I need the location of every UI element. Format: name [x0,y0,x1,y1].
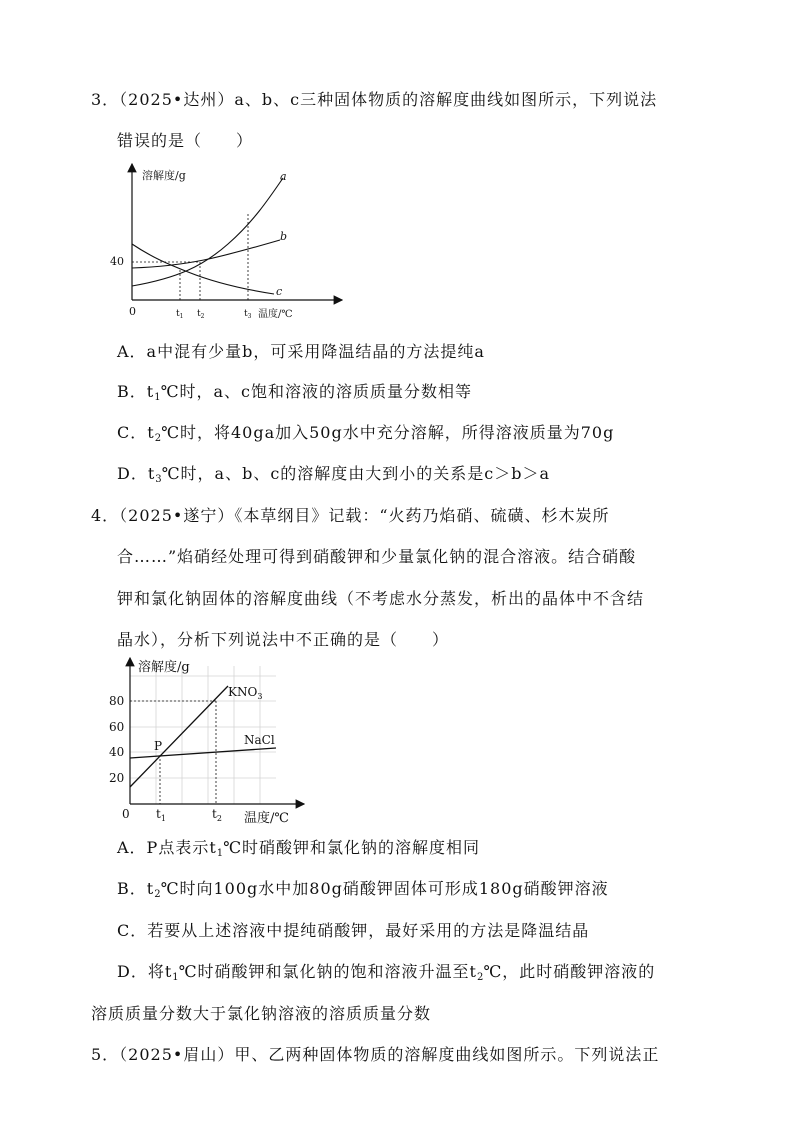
q3-series-a-label: a [280,170,287,183]
q3-option-d: D．$t_3℃$时，a、b、c的溶解度由大到小的关系是c＞b＞a [117,464,551,485]
q3-series-b-label: b [280,230,288,243]
q4-ytick-40: 40 [109,745,125,759]
q4-option-c: C．若要从上述溶液中提纯硝酸钾，最好采用的方法是降温结晶 [117,921,590,940]
q3-option-a: A．a中混有少量b，可采用降温结晶的方法提纯a [117,342,485,361]
q3-origin: 0 [129,305,136,318]
q3-option-b: B．$t_1℃$时，a、c饱和溶液的溶质质量分数相等 [117,382,472,403]
q4-xlabel: 温度/℃ [244,811,289,826]
q3-stem-line1: 3．（2025•达州）a、b、c三种固体物质的溶解度曲线如图所示，下列说法 [91,90,658,109]
q3-xtick-t1: $t_1$ [176,309,184,320]
q4-stem-line3: 钾和氯化钠固体的溶解度曲线（不考虑水分蒸发，析出的晶体中不含结 [117,589,645,608]
q4-nacl-label: NaCl [244,733,275,747]
q3-curve-a [132,178,283,286]
q5-stem-line1: 5．（2025•眉山）甲、乙两种固体物质的溶解度曲线如图所示。下列说法正 [91,1045,660,1064]
q4-option-a: A．P点表示$t_1℃$时硝酸钾和氯化钠的溶解度相同 [117,838,481,859]
q4-origin: 0 [122,807,130,821]
q4-xtick-t2: $t_2$ [212,807,222,823]
q4-solubility-chart [108,652,308,824]
q4-point-p: P [154,739,163,753]
q3-curve-b [132,240,280,268]
q3-xtick-t2: $t_2$ [197,309,205,320]
q4-stem-line2: 合……”焰硝经处理可得到硝酸钾和少量氯化钠的混合溶液。结合硝酸 [117,547,637,566]
q3-xlabel: 温度/℃ [258,309,293,320]
q4-option-d: D．将$t_1℃$时硝酸钾和氯化钠的饱和溶液升温至$t_2℃$，此时硝酸钾溶液的 [117,962,656,983]
q3-series-c-label: c [276,285,283,298]
q3-ylabel: 溶解度/g [142,169,186,182]
q3-ytick-40: 40 [110,255,124,268]
q3-option-c: C．$t_2℃$时，将40ga加入50g水中充分溶解，所得溶液质量为70g [117,423,615,444]
q4-ytick-20: 20 [109,771,125,785]
q4-kno3-label: $KNO_3$ [228,685,263,701]
q4-ytick-60: 60 [109,720,125,734]
q4-xtick-t1: $t_1$ [156,807,166,823]
q4-ytick-80: 80 [109,694,125,708]
q4-option-b: B．$t_2℃$时向100g水中加80g硝酸钾固体可形成180g硝酸钾溶液 [117,879,609,900]
q3-solubility-chart [108,158,348,328]
q3-xtick-t3: $t_3$ [244,309,252,320]
q3-curve-c [132,244,274,294]
q4-nacl-line [130,748,276,758]
q3-stem-line2: 错误的是（ ） [117,131,254,150]
q4-option-d-line2: 溶质质量分数大于氯化钠溶液的溶质质量分数 [91,1004,432,1023]
q4-stem-line4: 晶水），分析下列说法中不正确的是（ ） [117,630,450,649]
q4-stem-line1: 4．（2025•遂宁）《本草纲目》记载：“火药乃焰硝、硫磺、杉木炭所 [91,506,610,525]
q4-ylabel: 溶解度/g [138,660,190,675]
